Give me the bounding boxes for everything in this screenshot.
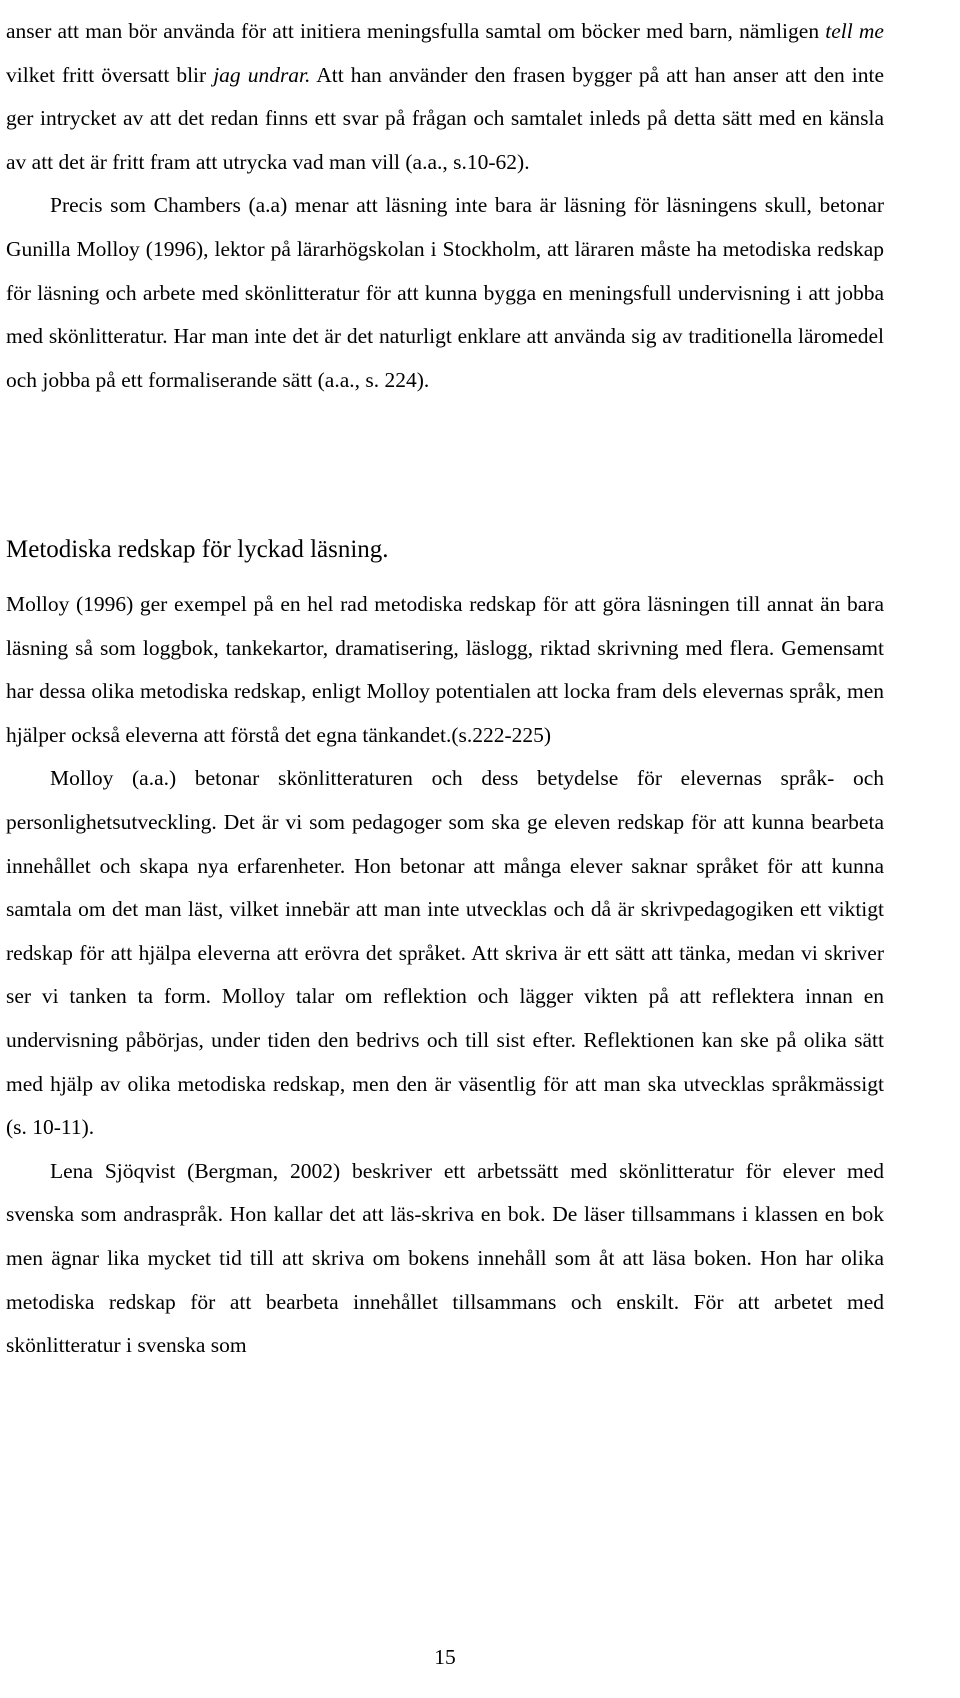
text-block-methods: [6, 583, 884, 1368]
text-block-intro: [6, 10, 884, 402]
page-number: 15: [434, 1645, 456, 1669]
paragraph-chambers-molloy: Precis som Chambers (a.a) menar att läsning inte bara är läsning för läsningens skull, betonar Gunilla Molloy (1996), lektor på lärarhögskolan i Stockholm, att läraren måste ha metodiska redskap för läsning och arbete med skönlitteratur för att kunna bygga en meningsfull undervisning i att jobba med skönlitteratur. Har man inte det är det naturligt enklare att använda sig av traditionella läromedel och jobba på ett formaliserande sätt (a.a., s. 224).: [6, 193, 884, 392]
paragraph-tell-me: [6, 10, 884, 184]
paragraph-sjoqvist: Lena Sjöqvist (Bergman, 2002) beskriver ett arbetssätt med skönlitteratur för elever med svenska som andraspråk. Hon kallar det att läs-skriva en bok. De läser tillsammans i klassen en bok men ägnar lika mycket tid till att skriva om bokens innehåll som åt att läsa boken. Hon har olika metodiska redskap för att bearbeta innehållet tillsammans och enskilt. För att arbetet med skönlitteratur i svenska som: [6, 1158, 884, 1358]
italic-phrase-jag-undrar: jag undrar.: [213, 62, 311, 87]
paragraph-text: vilket fritt översatt blir: [6, 62, 214, 87]
paragraph-molloy-tools: Molloy (1996) ger exempel på en hel rad metodiska redskap för att göra läsningen till annat än bara läsning så som loggbok, tankekartor, dramatisering, läslogg, riktad skrivning med flera. Gemensamt har dessa olika metodiska redskap, enligt Molloy potentialen att locka fram dels elevernas språk, men hjälper också eleverna att förstå det egna tänkandet.(s.222-225): [6, 592, 884, 747]
paragraph-text: anser att man bör använda för att initiera meningsfulla samtal om böcker med barn, nämligen: [6, 19, 826, 43]
paragraph-text: Att han använder den frasen bygger på att han anser att den inte ger intrycket av att det redan finns ett svar på frågan och samtalet inleds på detta sätt med en känsla av att det är fritt fram att utrycka vad man vill (a.a., s.10-62).: [6, 62, 885, 174]
paragraph-molloy-literature: Molloy (a.a.) betonar skönlitteraturen och dess betydelse för elevernas språk- och personlighetsutveckling. Det är vi som pedagoger som ska ge eleven redskap för att kunna bearbeta innehållet och skapa nya erfarenheter. Hon betonar att många elever saknar språket för att kunna samtala om det man läst, vilket innebär att man inte utvecklas och då är skrivpedagogiken ett viktigt redskap för att hjälpa eleverna att erövra det språket. Att skriva är ett sätt att tänka, medan vi skriver ser vi tanken ta form. Molloy talar om reflektion och lägger vikten på att reflektera innan en undervisning påbörjas, under tiden den bedrivs och till sist efter. Reflektionen kan ske på olika sätt med hjälp av olika metodiska redskap, men den är väsentlig för att man ska utvecklas språkmässigt (s. 10-11).: [6, 766, 884, 1140]
italic-phrase-tell-me: tell me: [825, 19, 884, 43]
section-heading: Metodiska redskap för lyckad läsning.: [6, 536, 389, 563]
